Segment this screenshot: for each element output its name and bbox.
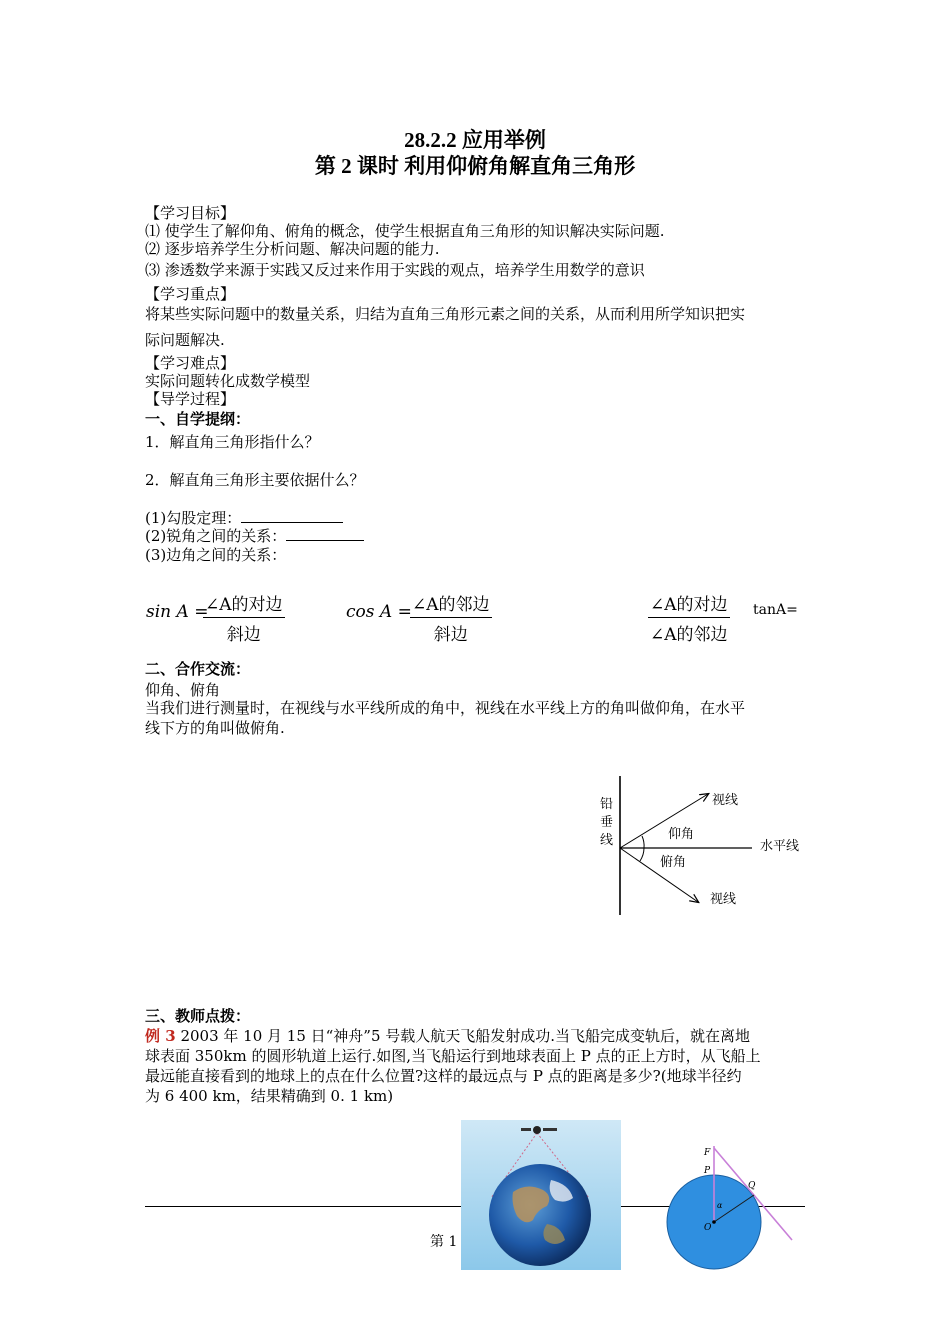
key-text-line2: 际问题解决. bbox=[145, 331, 225, 349]
key-header: 【学习重点】 bbox=[145, 285, 236, 303]
depression-label: 俯角 bbox=[660, 855, 687, 870]
sin-lhs: sin A = bbox=[146, 602, 209, 622]
sight-line-up bbox=[620, 794, 708, 848]
definition-line1: 当我们进行测量时，在视线与水平线所成的角中，视线在水平线上方的角叫做仰角，在水平 bbox=[145, 699, 746, 717]
tan-numerator: ∠A的对边 bbox=[648, 590, 730, 618]
sight-up-label: 视线 bbox=[712, 793, 739, 808]
page-number: 第 1 bbox=[430, 1234, 458, 1250]
question-2a: (1)勾股定理： bbox=[145, 508, 343, 528]
sight-down-label: 视线 bbox=[710, 892, 737, 907]
example-line2: 球表面 350km 的圆形轨道上运行.如图,当飞船运行到地球表面上 P 点的正上方时，从飞船上 bbox=[145, 1047, 761, 1065]
satellite-panel-left bbox=[521, 1128, 531, 1131]
sin-denominator: 斜边 bbox=[226, 625, 261, 645]
difficulty-header: 【学习难点】 bbox=[145, 354, 236, 372]
part1-heading: 一、自学提纲： bbox=[145, 410, 251, 428]
goals-header: 【学习目标】 bbox=[145, 204, 236, 222]
label-o: O bbox=[704, 1223, 712, 1233]
example-line3: 最远能直接看到的地球上的点在什么位置?这样的最远点与 P 点的距离是多少?(地球半径约 bbox=[145, 1067, 742, 1085]
question-2b: (2)锐角之间的关系： bbox=[145, 526, 364, 546]
page-title: 28.2.2 应用举例 bbox=[404, 128, 546, 152]
label-p: P bbox=[704, 1166, 711, 1176]
angle-diagram bbox=[590, 772, 820, 918]
tan-denominator: ∠A的邻边 bbox=[650, 625, 728, 645]
process-header: 【导学过程】 bbox=[145, 390, 236, 408]
goal-item: ⑴ 使学生了解仰角、俯角的概念，使学生根据直角三角形的知识解决实际问题. bbox=[145, 222, 665, 240]
page-subtitle: 第 2 课时 利用仰俯角解直角三角形 bbox=[314, 154, 636, 178]
cos-numerator: ∠A的邻边 bbox=[410, 590, 492, 618]
satellite-body bbox=[533, 1126, 541, 1134]
tan-lhs: tanA= bbox=[753, 602, 798, 618]
sin-numerator: ∠A的对边 bbox=[203, 590, 285, 618]
question-2c: (3)边角之间的关系： bbox=[145, 546, 287, 564]
cos-denominator: 斜边 bbox=[433, 625, 468, 645]
label-f: F bbox=[704, 1148, 711, 1158]
elevation-label: 仰角 bbox=[668, 827, 695, 842]
earth-globe bbox=[489, 1164, 591, 1266]
example-label: 例 3 bbox=[145, 1027, 176, 1045]
earth-illustration bbox=[461, 1120, 621, 1270]
label-q: Q bbox=[748, 1181, 756, 1191]
sight-line-down bbox=[620, 848, 698, 902]
tan-fraction bbox=[648, 590, 730, 645]
example-line4: 为 6 400 km，结果精确到 0. 1 km) bbox=[145, 1087, 394, 1105]
point-o bbox=[712, 1220, 716, 1224]
example-line1: 例 3 2003 年 10 月 15 日“神舟”5 号载人航天飞船发射成功.当飞船完成变轨后，就在离地 bbox=[145, 1027, 751, 1045]
horizontal-label: 水平线 bbox=[760, 839, 800, 854]
sin-fraction bbox=[203, 590, 285, 645]
label-alpha: α bbox=[717, 1201, 723, 1210]
elevation-arc bbox=[642, 836, 644, 848]
part2-heading: 二、合作交流： bbox=[145, 660, 251, 678]
vertical-label-2: 垂 bbox=[600, 815, 614, 830]
question-1: 1．解直角三角形指什么？ bbox=[145, 433, 320, 451]
topic-line: 仰角、俯角 bbox=[145, 681, 221, 699]
cos-fraction bbox=[410, 590, 492, 645]
definition-line2: 线下方的角叫做俯角. bbox=[145, 719, 285, 737]
satellite-panel-right bbox=[543, 1128, 557, 1131]
vertical-label-3: 线 bbox=[600, 833, 614, 848]
goal-item: ⑵ 逐步培养学生分析问题、解决问题的能力. bbox=[145, 240, 440, 258]
question-2: 2．解直角三角形主要依据什么？ bbox=[145, 471, 365, 489]
vertical-label-1: 铅 bbox=[600, 797, 614, 812]
circle-diagram bbox=[660, 1140, 810, 1270]
goal-item: ⑶ 渗透数学来源于实践又反过来作用于实践的观点，培养学生用数学的意识 bbox=[145, 261, 645, 279]
difficulty-text: 实际问题转化成数学模型 bbox=[145, 372, 311, 390]
cos-lhs: cos A = bbox=[346, 602, 412, 622]
depression-arc bbox=[640, 848, 644, 861]
key-text-line1: 将某些实际问题中的数量关系，归结为直角三角形元素之间的关系，从而利用所学知识把实 bbox=[145, 305, 746, 323]
part3-heading: 三、教师点拨： bbox=[145, 1007, 251, 1025]
